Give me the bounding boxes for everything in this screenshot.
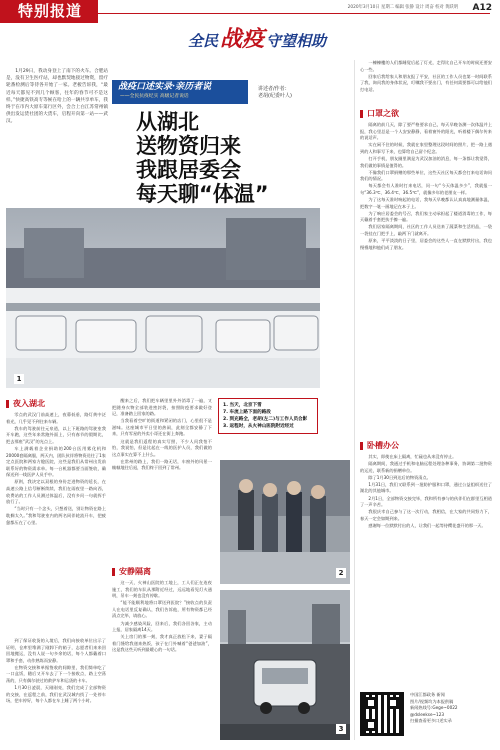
intro-text [6,68,108,126]
column-label [112,80,248,104]
paragraph: 一棟棟樓的人们都睡觉后起了灯光，走得比自己开车的时候还要安心一些。 [360,60,492,72]
paragraph: 零点的武汉门前高速上，夜幕低垂，路灯黄中泛着光，几乎见不到往来车辆。 [6,412,106,424]
right-top-text [360,60,492,94]
paragraph: 打开手机，朋友圈里满是为武汉加油的消息，每一条都让我觉得，我们做的事情是值得的。 [360,155,492,168]
header-date-line: 2020年3月10日 星期二 编辑 张静 设计 周奋 校对 黄跃明 [347,5,458,10]
photo-group-portrait [220,460,350,584]
page-number: A12 [472,3,492,13]
paragraph: “当时只有一个念头，只想着送，别让物资在路上耽搁太久。”我和驾驶室内的两名同伴轮流开车，把疲惫都压在了心里。 [6,506,106,525]
route-note-item: 3. 返程时，从火神山医院附近经过 [223,424,294,429]
paragraph: 我车的驾驶前往元泉道，以上下班路的驾驶室我开车跑，这些年来常跑外面上，只有春节的假期比，把去那座“武汉”的光点上。 [6,425,106,444]
photo-number-2: 2 [336,568,346,578]
section-heading: 口罩之欲 [360,108,492,119]
paragraph: 为减少感染风险，回来后，我们各回各家，主动上报，居家隔离14天。 [112,620,212,633]
column-divider [354,60,355,740]
section-heading: 安静隔离 [112,566,212,577]
left-bottom-text [6,638,106,705]
slogan-highlight: 战疫 [220,26,265,52]
route-note-item: 7. 车流上路下面的路段 [223,410,271,415]
route-note-item: 1. 当天，北京下雪 [223,403,262,408]
paragraph: 这就是我们返程的真实写照，不少人问我怕不怕，我说怕，但是比起在一线的医护人员，我们做的这点事实在算不上什么。 [112,438,212,457]
paragraph: 我很庆幸自己参与了这一次行动，我相信，在大家的共同努力下，春天一定会如期到来。 [360,509,492,521]
campaign-slogan [188,22,368,50]
byline-label: 讲述者/作者： [258,86,290,92]
paragraph: 隔离期间，我通过手机和电脑远程处理各种事务，协调第二批物资的运送，联系新的捐赠单位。 [360,461,492,473]
paragraph: 我们居家隔离期间，社区的工作人员送来了蔬菜和生活用品，一袋一袋挂在门把手上，敲两下门就离开。 [360,224,492,236]
paragraph: 1月30日凌晨，天刚刚亮，我们完成了全部物资的交接，在返程之前，我们在武汉城内找了一处停车场，把车停好，每个人都在车上睡了两个小时。 [6,685,106,704]
paragraph: 原来，平平淡淡的日子里，居委会的这些人一直在默默付出，我也慢慢地和他们成了朋友。 [360,238,492,250]
paragraph: 为了响应居委会的号召，我们家主动承担起了楼道消毒的工作，每天戴着手套把扶手擦一遍。 [360,210,492,223]
paragraph: 原则，我决定以双根的身份走进物资的延长，在高速公路上信号断断续续，我们在雨夜里一路向西，收费站的工作人员测过体温后，没有多问一句就挥手放行了。 [6,479,106,505]
column-subtitle: ——全民抗疫纪实 高级记者说话 [120,94,189,99]
byline [258,86,330,100]
headline-line-4: 每天聊“体温” [136,182,269,206]
paragraph: 关上房门的那一刻，我才真正放松下来，妻子隔着门缝给我递来热饭，孩子在门外喊着“爸爸加油”，这是我这些天听到最暖心的一句话。 [112,634,212,653]
headline-line-3: 我跟居委会 [136,158,241,182]
paragraph: “能不能顺利地将口罩送到医院？”接收点的负责人在电话里反复确认，我们告诉他，所有物资都已经清点完毕，请放心。 [112,600,212,619]
paragraph: 回家后我给家人和朋友报了平安，社区的工作人员也第一时间联系了我，询问我的身体状况，叮嘱我不要出门，有任何需要都可以给他们打电话。 [360,73,492,92]
paragraph: 其实，即使在床上隔离，忙碌也从来没有停止。 [368,454,457,459]
qr-code[interactable] [360,692,404,736]
headline-line-1: 从湖北 [136,110,199,134]
byline-name: 老胡(纪委叶人) [258,93,292,99]
paragraph: 感谢每一位默默付出的人，让我们一起等待樱花盛开的那一天。 [368,522,486,528]
quarantine-section [112,566,212,655]
night-section [6,398,106,527]
paragraph: 当我看着空旷的街道和紧闭的店门，心里很不是滋味。这座城市平日里的热闹，此刻全都安静了下来，只有零星的外卖小哥还在街上奔跑。 [112,418,212,437]
slogan-prefix: 全民 [188,32,219,50]
paragraph: 在常州的路上，我们一路无话，车窗外的风景一帧帧地往后退，我们终于回到了常州。 [112,458,212,471]
column-title: 战疫口述实录·亲历者说 [118,82,212,92]
paragraph: 隔离的前几天，除了要严格要求自己，每天早晚各测一次体温并上报，我心里总是一个人安安静静，看着窗外的阳光，听着楼下偶尔传来的说话声。 [360,122,492,141]
photo-number-1: 1 [14,374,24,384]
paragraph: 每天都会有人准时打来电话，问一句“今天体温多少”，我就报一句“36.3℃、36.4℃、36.5℃”，就像多年的老朋友一样。 [360,183,492,195]
qr-block [360,690,492,742]
paragraph: 2月1日，全部物资交接完毕，我和所有参与的伙伴们在群里互相道了一声辛苦。 [360,495,492,508]
spring-section [360,440,492,530]
paragraph: 在物资交接和单据签收的间隙里，我们简单吃了一口盒饭，随后又开车去了下一个接收点，路上空荡荡的，只有偶尔驶过的救护车和运货的卡车。 [6,664,106,684]
header-banner [0,0,98,23]
paragraph: 为了这每天准时响起的电话，我每天早晚都认认真真地测量体温，把数字一笔一画地记在本子上。 [360,197,492,209]
photo-snowy-highway [6,208,320,388]
section-heading: 卧槽办公 [360,440,492,451]
headline [136,110,332,206]
route-note-item: 2. 到充路全，老胡(左二)与工作人员合影 [223,417,308,422]
photo-number-3: 3 [336,724,346,734]
paragraph: 醒来之后，我们把车辆里里外外消毒了一遍，又把随身衣物全部装进密封袋，按照防疫要求做好登记，准备踏上回家的路。 [112,398,212,417]
paragraph: 车上满载着企业捐助的200台医用雾化机和20000套隔离服，两天内，团队伙伴将物资送往了1家定点医院和两家方舱医院，这些是我们从常州出发前联系好的物资需求单。每一台机器都要当面签收，确保送到一线医护人员手中。 [6,445,106,478]
middle-text [112,398,212,473]
route-note [218,398,318,434]
qr-caption-line: 扫描查看更多口述实录 [410,718,452,724]
qr-caption-line: 图片/视频均为本报供稿 [410,698,454,704]
headline-line-2: 送物资归来 [136,134,241,158]
window-section [360,108,492,252]
paragraph: 这一天，火神山医院的工地上，工人们正在连夜施工，我们的车队从那附近经过，远远地看见灯火通明，吊车一刻也没有停歇。 [112,580,212,599]
paragraph: 不像我们口罩捐赠的那些单位，这些天社区每天都会打来电话询问我们的情况。 [360,169,492,182]
qr-caption-line: 新闻热线号:Gege~0022 [410,705,458,711]
section-heading: 夜入湖北 [6,398,106,409]
paragraph: 1月31日，我们又联系到一批防护服和口罩，通过公益组织送往了湖北的其他城市。 [360,481,492,494]
qr-caption-line: @dsleekse~123 [410,711,445,717]
photo-road-scene [220,590,350,740]
intro-paragraph: 1月29日，我动身登上了南下的火车。合肥站是，没有卫生医疗站，却也默契地接过物资，留疗轮番检测后等待各开始了一家。老板告诉我，“最近每天都见不到几个顾客，往年的春节可不是这样。”快捷高铁高专等候在哈上的一辆共享单车，我终于在市内大原车第行区外，会合上白江苏常州镇供出发运货社团的大货车，启程开向第一站——武汉。 [6,69,108,125]
slogan-suffix: 守望相助 [266,32,327,50]
qr-caption-line: 中国江都政务 新闻 [410,692,445,697]
paragraph: 到了保证收货的入境后，我们向接收单位出示了证明，仓库里堆满了刚卸下的箱子，志愿者们来来回回地搬运，没有人说一句多余的话，每个人都戴着口罩和手套，动作熟练而安静。 [6,638,106,663]
paragraph: 除了1月30日到达后的物资清点。 [368,474,431,480]
paragraph: 实在闲不住的时候，我就在家里整理这段时间的照片，把一路上遇到的人和事写下来，也算给自己留个纪念。 [360,142,492,154]
banner-title: 特别报道 [18,2,83,20]
header-rule [98,13,490,14]
